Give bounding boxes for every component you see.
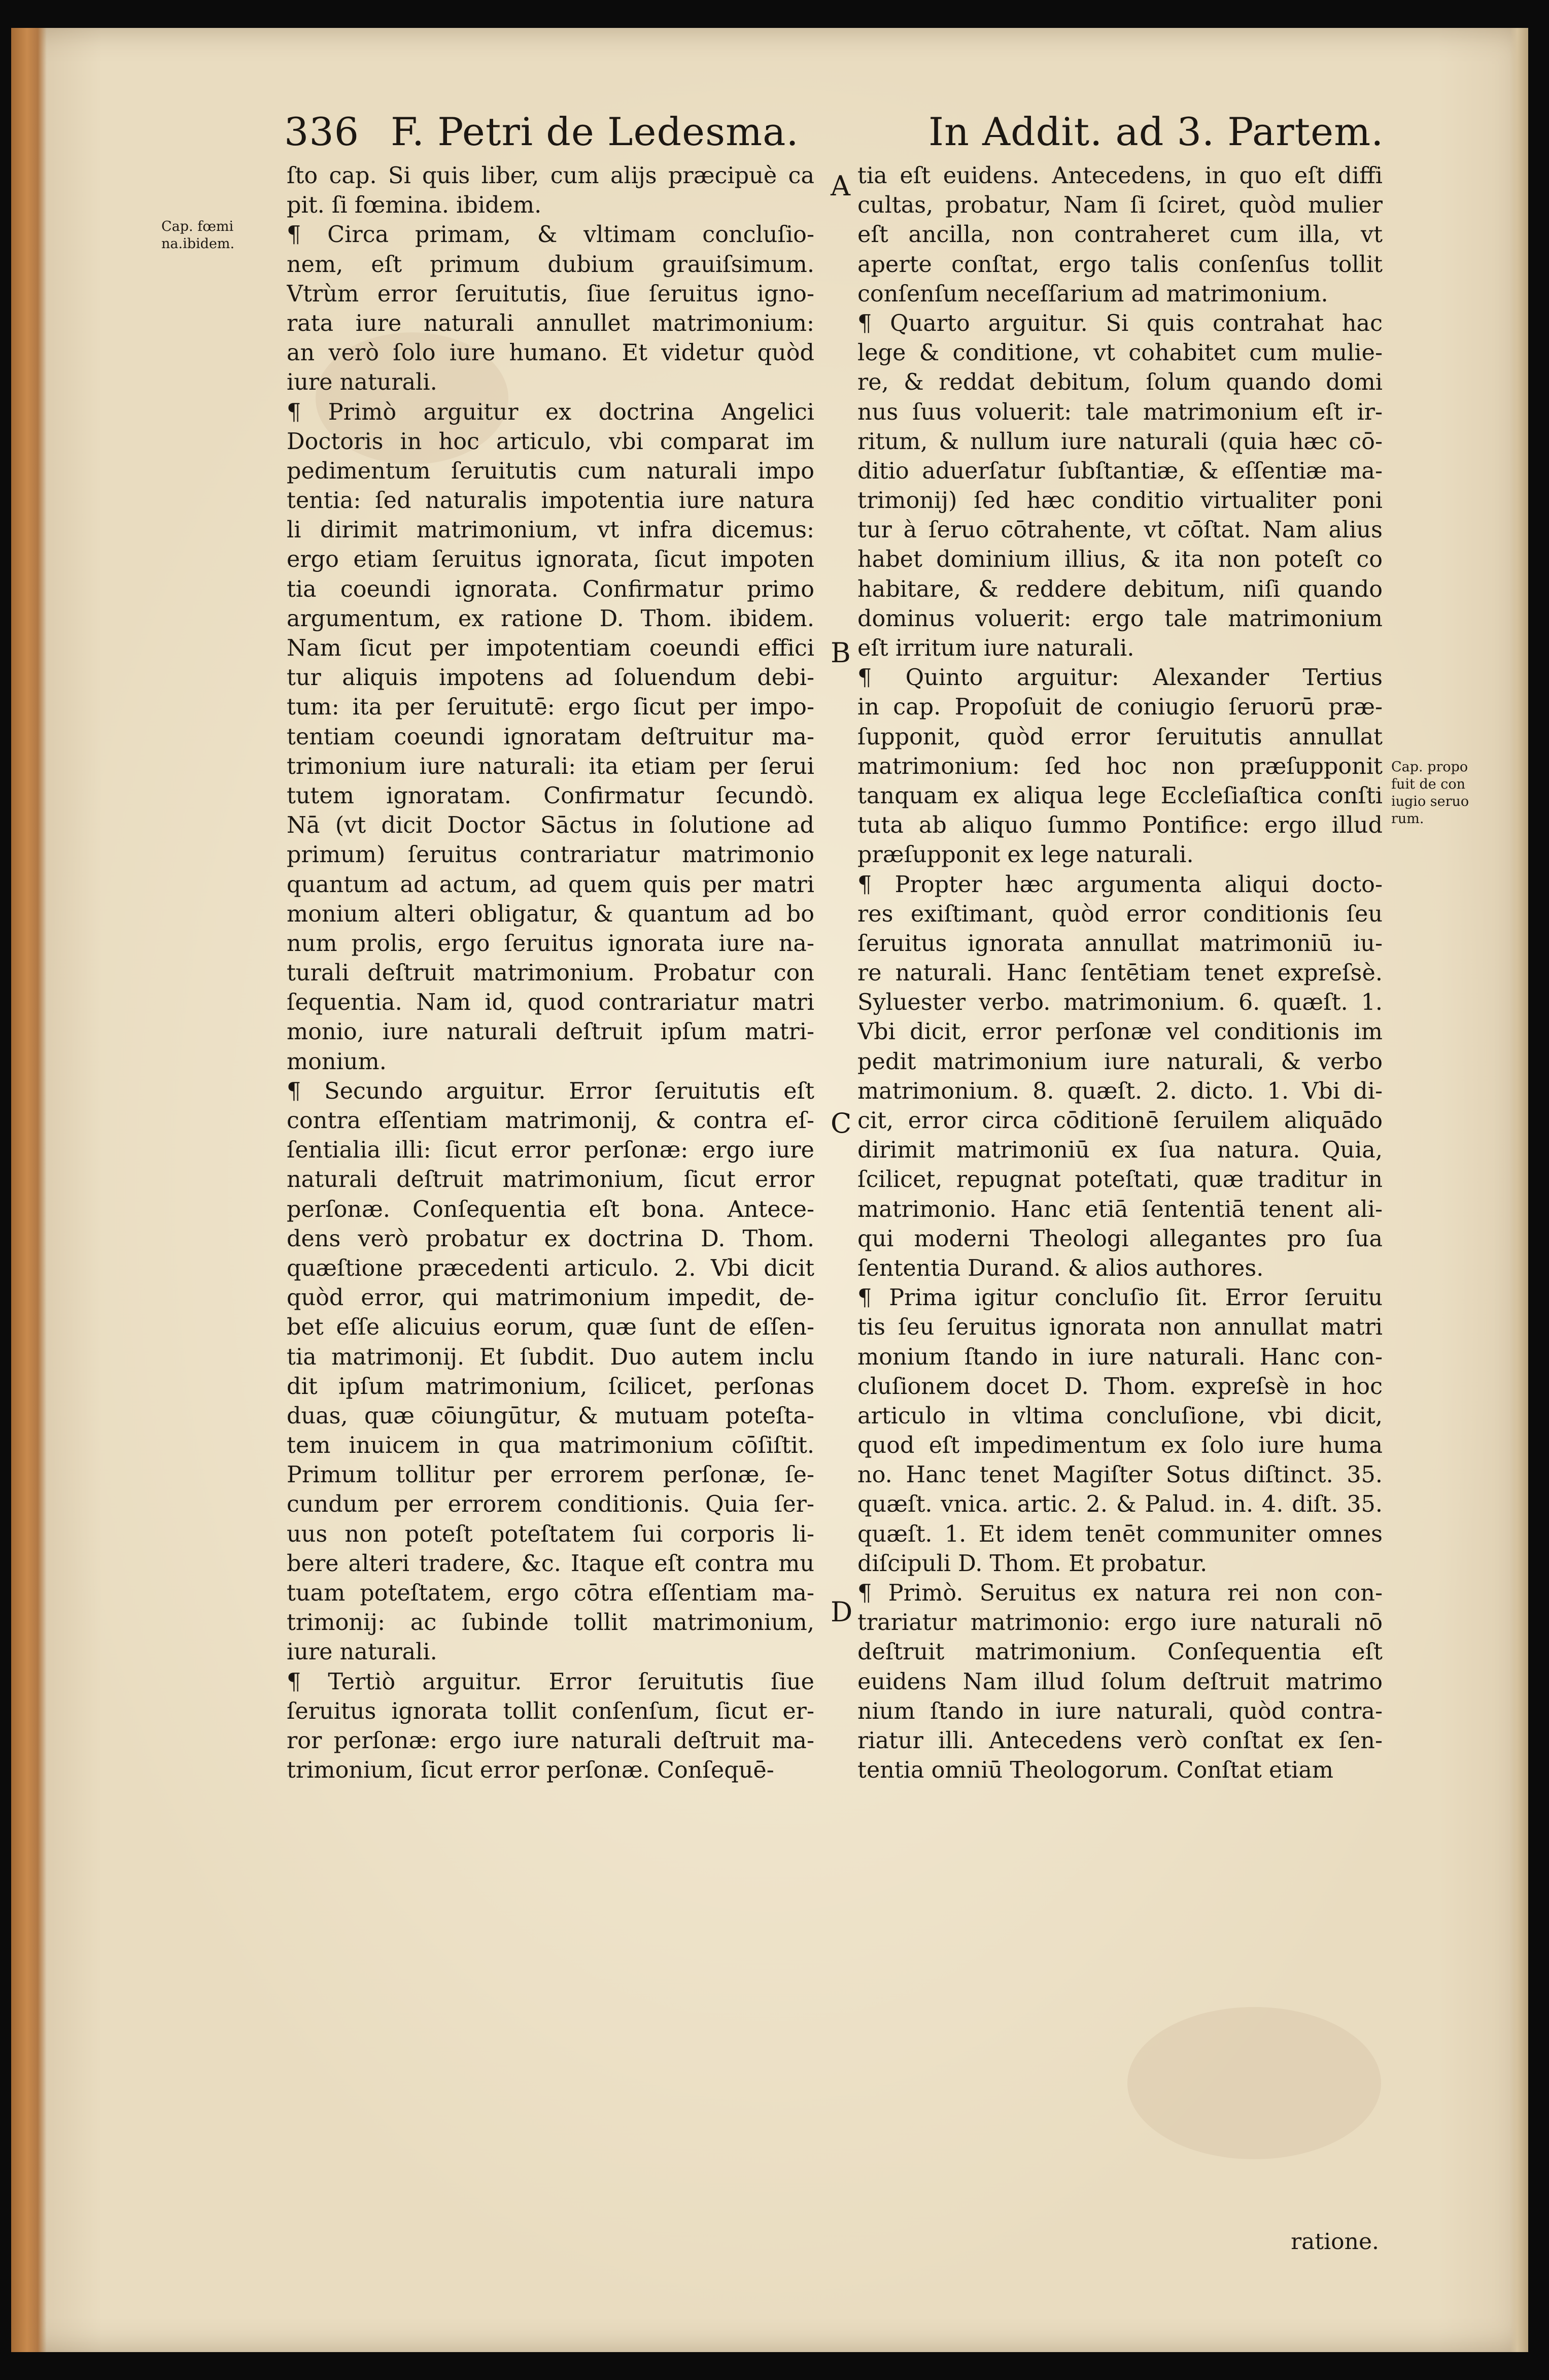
text-line: dens verò probatur ex doctrina D. Thom. bbox=[287, 1226, 814, 1252]
text-line: li dirimit matrimonium, vt infra dicemus: bbox=[287, 517, 814, 543]
text-line: tur à ſeruo cōtrahente, vt cōſtat. Nam alius bbox=[857, 517, 1383, 543]
text-line: tanquam ex aliqua lege Eccleſiaſtica conſti bbox=[857, 783, 1383, 809]
text-line: eſt irritum iure naturali. bbox=[857, 635, 1134, 661]
text-line: monium ſtando in iure naturali. Hanc con- bbox=[857, 1344, 1383, 1370]
running-title-right: In Addit. ad 3. Partem. bbox=[928, 109, 1384, 154]
margin-note-line: Cap. propo bbox=[1391, 759, 1468, 775]
text-line: ſeruitus ignorata tollit conſenſum, ſicut er- bbox=[287, 1698, 814, 1724]
text-line: monium. bbox=[287, 1048, 387, 1075]
text-line: matrimonium. 8. quæſt. 2. dicto. 1. Vbi di- bbox=[857, 1078, 1383, 1104]
text-line: euidens Nam illud ſolum deſtruit matrimo bbox=[857, 1669, 1383, 1695]
text-line: tur aliquis impotens ad ſoluendum debi- bbox=[287, 665, 814, 691]
text-line: trimonij) ſed hæc conditio virtualiter poni bbox=[857, 488, 1383, 514]
text-line: tia matrimonij. Et ſubdit. Duo autem inclu bbox=[287, 1344, 814, 1370]
text-line: primum) ſeruitus contrariatur matrimonio bbox=[287, 842, 814, 868]
text-line: dominus voluerit: ergo tale matrimonium bbox=[857, 605, 1383, 632]
text-line: no. Hanc tenet Magiſter Sotus diſtinct. 35. bbox=[857, 1462, 1383, 1488]
text-line: in cap. Propoſuit de coniugio ſeruorū præ- bbox=[857, 694, 1383, 721]
text-line: tentia: ſed naturalis impotentia iure natura bbox=[287, 488, 814, 514]
text-line: uus non poteſt poteſtatem ſui corporis li- bbox=[287, 1521, 814, 1547]
catchword: ratione. bbox=[1291, 2229, 1379, 2255]
text-line: pedimentum ſeruitutis cum naturali impo bbox=[287, 458, 814, 484]
text-line: riatur illi. Antecedens verò conſtat ex ſen- bbox=[857, 1727, 1383, 1754]
text-line: tem inuicem in qua matrimonium cōſiſtit. bbox=[287, 1433, 814, 1459]
text-line: articulo in vltima concluſione, vbi dicit, bbox=[857, 1403, 1383, 1429]
text-line: quæſt. vnica. artic. 2. & Palud. in. 4. diſt. 35. bbox=[857, 1491, 1383, 1518]
text-line: trimonium iure naturali: ita etiam per ſerui bbox=[287, 753, 814, 779]
text-line: tia coeundi ignorata. Confirmatur primo bbox=[287, 576, 814, 602]
text-line: bere alteri tradere, &c. Itaque eſt contra mu bbox=[287, 1550, 814, 1577]
text-line: Syluester verbo. matrimonium. 6. quæſt. 1. bbox=[857, 990, 1383, 1016]
text-line: tis ſeu ſeruitus ignorata non annullat matri bbox=[857, 1314, 1383, 1341]
text-line: iure naturali. bbox=[287, 1639, 437, 1665]
text-line: turali deſtruit matrimonium. Probatur con bbox=[287, 960, 814, 987]
text-line: cit, error circa cōditionē ſeruilem aliquādo bbox=[857, 1108, 1383, 1134]
text-line: nium ſtando in iure naturali, quòd contra- bbox=[857, 1698, 1383, 1724]
text-line: monium alteri obligatur, & quantum ad bo bbox=[287, 901, 814, 927]
text-line: præſupponit ex lege naturali. bbox=[857, 842, 1194, 868]
text-line: dit ipſum matrimonium, ſcilicet, perſonas bbox=[287, 1373, 814, 1400]
text-line: perſonæ. Conſequentia eſt bona. Antece- bbox=[287, 1196, 814, 1222]
text-line: rata iure naturali annullet matrimonium: bbox=[287, 310, 814, 336]
text-line: Primum tollitur per errorem perſonæ, ſe- bbox=[287, 1462, 814, 1488]
text-line: monio, iure naturali deſtruit ipſum matri- bbox=[287, 1019, 814, 1045]
text-line: trimonium, ſicut error perſonæ. Conſequē- bbox=[287, 1757, 774, 1784]
text-line: ¶ Quarto arguitur. Si quis contrahat hac bbox=[857, 310, 1383, 336]
text-line: cultas, probatur, Nam ſi ſciret, quòd mulier bbox=[857, 192, 1383, 219]
text-line: conſenſum neceſſarium ad matrimonium. bbox=[857, 281, 1328, 307]
text-line: tum: ita per ſeruitutē: ergo ſicut per impo- bbox=[287, 694, 814, 721]
right-text-column bbox=[857, 161, 1383, 1785]
text-line: argumentum, ex ratione D. Thom. ibidem. bbox=[287, 605, 814, 632]
text-line: aperte conſtat, ergo talis conſenſus tollit bbox=[857, 251, 1383, 278]
margin-note-line: Cap. fœmi bbox=[161, 219, 234, 234]
left-text-column bbox=[287, 161, 814, 1785]
text-line: ¶ Tertiò arguitur. Error ſeruitutis ſiue bbox=[287, 1669, 814, 1695]
text-line: Nā (vt dicit Doctor Sāctus in ſolutione ad bbox=[287, 812, 814, 839]
text-line: an verò ſolo iure humano. Et videtur quòd bbox=[287, 340, 814, 366]
text-line: nem, eſt primum dubium grauiſsimum. bbox=[287, 251, 814, 278]
text-line: ritum, & nullum iure naturali (quia hæc cō- bbox=[857, 428, 1383, 455]
text-line: pit. ſi fœmina. ibidem. bbox=[287, 192, 542, 219]
text-line: Nam ſicut per impotentiam coeundi effici bbox=[287, 635, 814, 661]
text-line: tuam poteſtatem, ergo cōtra eſſentiam ma- bbox=[287, 1580, 814, 1606]
text-line: num prolis, ergo ſeruitus ignorata iure na- bbox=[287, 930, 814, 957]
paper-stain bbox=[1127, 2007, 1381, 2159]
text-line: ergo etiam ſeruitus ignorata, ſicut impoten bbox=[287, 547, 814, 573]
text-line: cluſionem docet D. Thom. expreſsè in hoc bbox=[857, 1373, 1383, 1400]
text-line: trimonij: ac ſubinde tollit matrimonium, bbox=[287, 1610, 814, 1636]
text-line: ſentialia illi: ſicut error perſonæ: ergo iure bbox=[287, 1137, 814, 1164]
text-line: ¶ Propter hæc argumenta aliqui docto- bbox=[857, 871, 1383, 898]
text-line: quæſt. 1. Et idem tenēt communiter omnes bbox=[857, 1521, 1383, 1547]
text-line: ſequentia. Nam id, quod contrariatur matri bbox=[287, 990, 814, 1016]
text-line: nus ſuus voluerit: tale matrimonium eſt ir- bbox=[857, 399, 1383, 425]
text-line: quantum ad actum, ad quem quis per matri bbox=[287, 871, 814, 898]
text-line: Vtrùm error ſeruitutis, ſiue ſeruitus igno- bbox=[287, 281, 814, 307]
text-line: iure naturali. bbox=[287, 369, 437, 396]
text-line: pedit matrimonium iure naturali, & verbo bbox=[857, 1048, 1383, 1075]
margin-note-left bbox=[161, 218, 234, 253]
text-line: ¶ Primò. Seruitus ex natura rei non con- bbox=[857, 1580, 1383, 1606]
text-line: Vbi dicit, error perſonæ vel conditionis im bbox=[857, 1019, 1383, 1045]
margin-note-line: na.ibidem. bbox=[161, 236, 235, 252]
book-spine-edge bbox=[11, 28, 47, 2352]
section-letter-c: C bbox=[831, 1107, 852, 1139]
text-line: ſupponit, quòd error ſeruitutis annullat bbox=[857, 724, 1383, 750]
text-line: Doctoris in hoc articulo, vbi comparat im bbox=[287, 428, 814, 455]
text-line: tentiam coeundi ignoratam deſtruitur ma- bbox=[287, 724, 814, 750]
text-line: ſto cap. Si quis liber, cum alijs præcipuè ca bbox=[287, 163, 814, 189]
text-line: matrimonium: ſed hoc non præſupponit bbox=[857, 753, 1383, 779]
margin-note-line: fuit de con bbox=[1391, 776, 1466, 792]
text-line: tutem ignoratam. Confirmatur ſecundò. bbox=[287, 783, 814, 809]
text-line: matrimonio. Hanc etiā ſententiā tenent ali- bbox=[857, 1196, 1383, 1222]
text-line: tuta ab aliquo ſummo Pontifice: ergo illud bbox=[857, 812, 1383, 839]
text-line: res exiſtimant, quòd error conditionis ſeu bbox=[857, 901, 1383, 927]
text-line: naturali deſtruit matrimonium, ſicut error bbox=[287, 1167, 814, 1193]
text-line: ¶ Circa primam, & vltimam concluſio- bbox=[287, 222, 814, 248]
text-line: eſt ancilla, non contraheret cum illa, vt bbox=[857, 222, 1383, 248]
page-number: 336 bbox=[284, 109, 360, 154]
text-line: dirimit matrimoniū ex ſua natura. Quia, bbox=[857, 1137, 1383, 1164]
text-line: deſtruit matrimonium. Conſequentia eſt bbox=[857, 1639, 1383, 1665]
running-title-left: F. Petri de Ledesma. bbox=[391, 109, 799, 154]
section-letter-d: D bbox=[831, 1596, 853, 1628]
text-line: re naturali. Hanc ſentētiam tenet expreſsè. bbox=[857, 960, 1383, 987]
text-line: contra eſſentiam matrimonij, & contra eſ- bbox=[287, 1108, 814, 1134]
text-line: tentia omniū Theologorum. Conſtat etiam bbox=[857, 1757, 1334, 1784]
text-line: tia eſt euidens. Antecedens, in quo eſt diffi bbox=[857, 163, 1383, 189]
text-line: habet dominium illius, & ita non poteſt co bbox=[857, 547, 1383, 573]
text-line: ¶ Secundo arguitur. Error ſeruitutis eſt bbox=[287, 1078, 814, 1104]
section-letter-a: A bbox=[831, 170, 850, 202]
text-line: diſcipuli D. Thom. Et probatur. bbox=[857, 1550, 1208, 1577]
text-line: ſententia Durand. & alios authores. bbox=[857, 1255, 1264, 1281]
page-edge bbox=[1510, 28, 1528, 2352]
text-line: re, & reddat debitum, ſolum quando domi bbox=[857, 369, 1383, 396]
margin-note-right bbox=[1391, 759, 1469, 828]
text-line: ditio aduerſatur ſubſtantiæ, & eſſentiæ ma- bbox=[857, 458, 1383, 484]
text-line: ¶ Primò arguitur ex doctrina Angelici bbox=[287, 399, 814, 425]
text-line: ſcilicet, repugnat poteſtati, quæ traditur in bbox=[857, 1167, 1383, 1193]
text-line: quæſtione præcedenti articulo. 2. Vbi dicit bbox=[287, 1255, 814, 1281]
margin-note-line: iugio seruo bbox=[1391, 794, 1469, 809]
text-line: trariatur matrimonio: ergo iure naturali nō bbox=[857, 1610, 1383, 1636]
section-letter-b: B bbox=[831, 637, 851, 669]
text-line: bet eſſe alicuius eorum, quæ ſunt de eſſen- bbox=[287, 1314, 814, 1341]
text-line: habitare, & reddere debitum, niſi quando bbox=[857, 576, 1383, 602]
text-line: ¶ Quinto arguitur: Alexander Tertius bbox=[857, 665, 1383, 691]
text-line: ¶ Prima igitur concluſio ſit. Error ſeruitu bbox=[857, 1285, 1383, 1311]
text-line: lege & conditione, vt cohabitet cum mulie- bbox=[857, 340, 1383, 366]
text-line: ror perſonæ: ergo iure naturali deſtruit ma- bbox=[287, 1727, 814, 1754]
text-line: quòd error, qui matrimonium impedit, de- bbox=[287, 1285, 814, 1311]
text-line: cundum per errorem conditionis. Quia ſer- bbox=[287, 1491, 814, 1518]
text-line: ſeruitus ignorata annullat matrimoniū iu- bbox=[857, 930, 1383, 957]
text-line: quod eſt impedimentum ex ſolo iure huma bbox=[857, 1433, 1383, 1459]
text-line: duas, quæ cōiungūtur, & mutuam poteſta- bbox=[287, 1403, 814, 1429]
margin-note-line: rum. bbox=[1391, 811, 1424, 827]
text-line: qui moderni Theologi allegantes pro ſua bbox=[857, 1226, 1383, 1252]
running-header bbox=[0, 109, 1549, 170]
